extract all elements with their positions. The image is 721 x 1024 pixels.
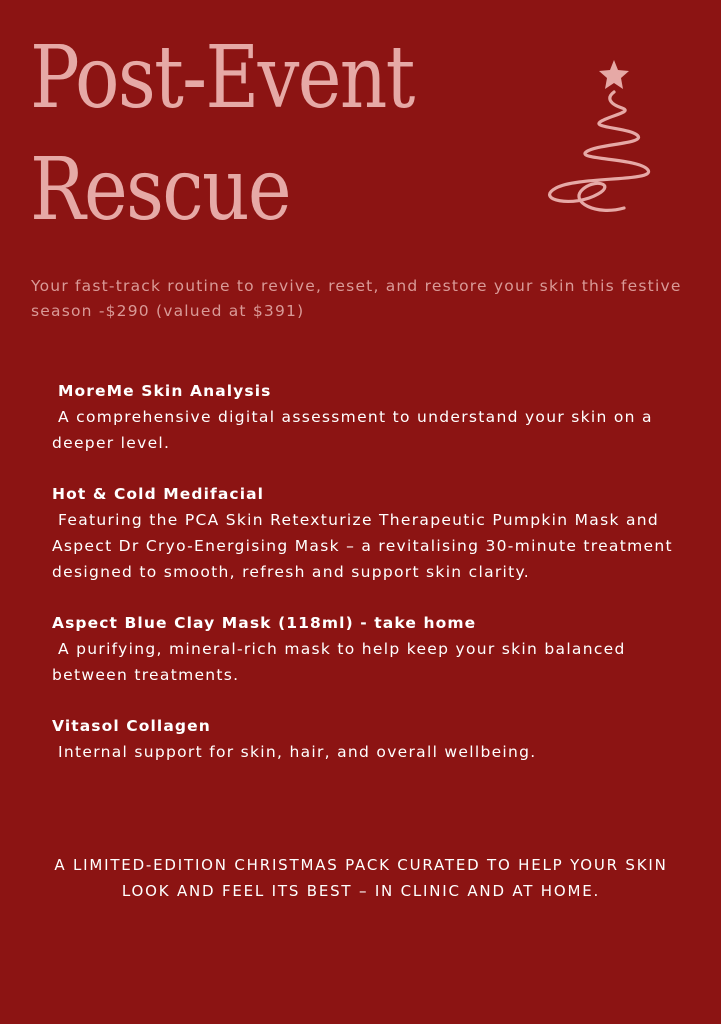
- footer-note: A LIMITED-EDITION CHRISTMAS PACK CURATED TO HELP YOUR SKIN LOOK AND FEEL ITS BEST – IN CLINIC AND AT HOME.: [54, 856, 668, 900]
- title-line-1: Post-Event: [30, 28, 414, 128]
- package-item: [52, 378, 692, 456]
- package-item: [52, 610, 692, 688]
- page-title: [30, 22, 414, 246]
- title-line-2: Rescue: [30, 140, 290, 240]
- package-item: [52, 481, 692, 585]
- item-title: Hot & Cold Medifacial: [52, 485, 265, 503]
- item-title: Vitasol Collagen: [52, 717, 211, 735]
- item-title: Aspect Blue Clay Mask (118ml) - take home: [52, 614, 477, 632]
- item-description: Featuring the PCA Skin Retexturize Therapeutic Pumpkin Mask and Aspect Dr Cryo-Energising Mask – a revitalising 30-minute treatment designed to smooth, refresh and support skin clarity.: [52, 511, 673, 581]
- item-title: MoreMe Skin Analysis: [58, 382, 272, 400]
- package-item: [52, 713, 692, 765]
- christmas-tree-icon: [538, 58, 656, 226]
- subtitle: Your fast-track routine to revive, reset, and restore your skin this festive season -$290 (valued at $391): [31, 277, 682, 320]
- item-description: Internal support for skin, hair, and overall wellbeing.: [58, 743, 537, 761]
- item-description: A comprehensive digital assessment to understand your skin on a deeper level.: [52, 408, 653, 452]
- package-item-list: [52, 378, 692, 790]
- item-description: A purifying, mineral-rich mask to help keep your skin balanced between treatments.: [52, 640, 626, 684]
